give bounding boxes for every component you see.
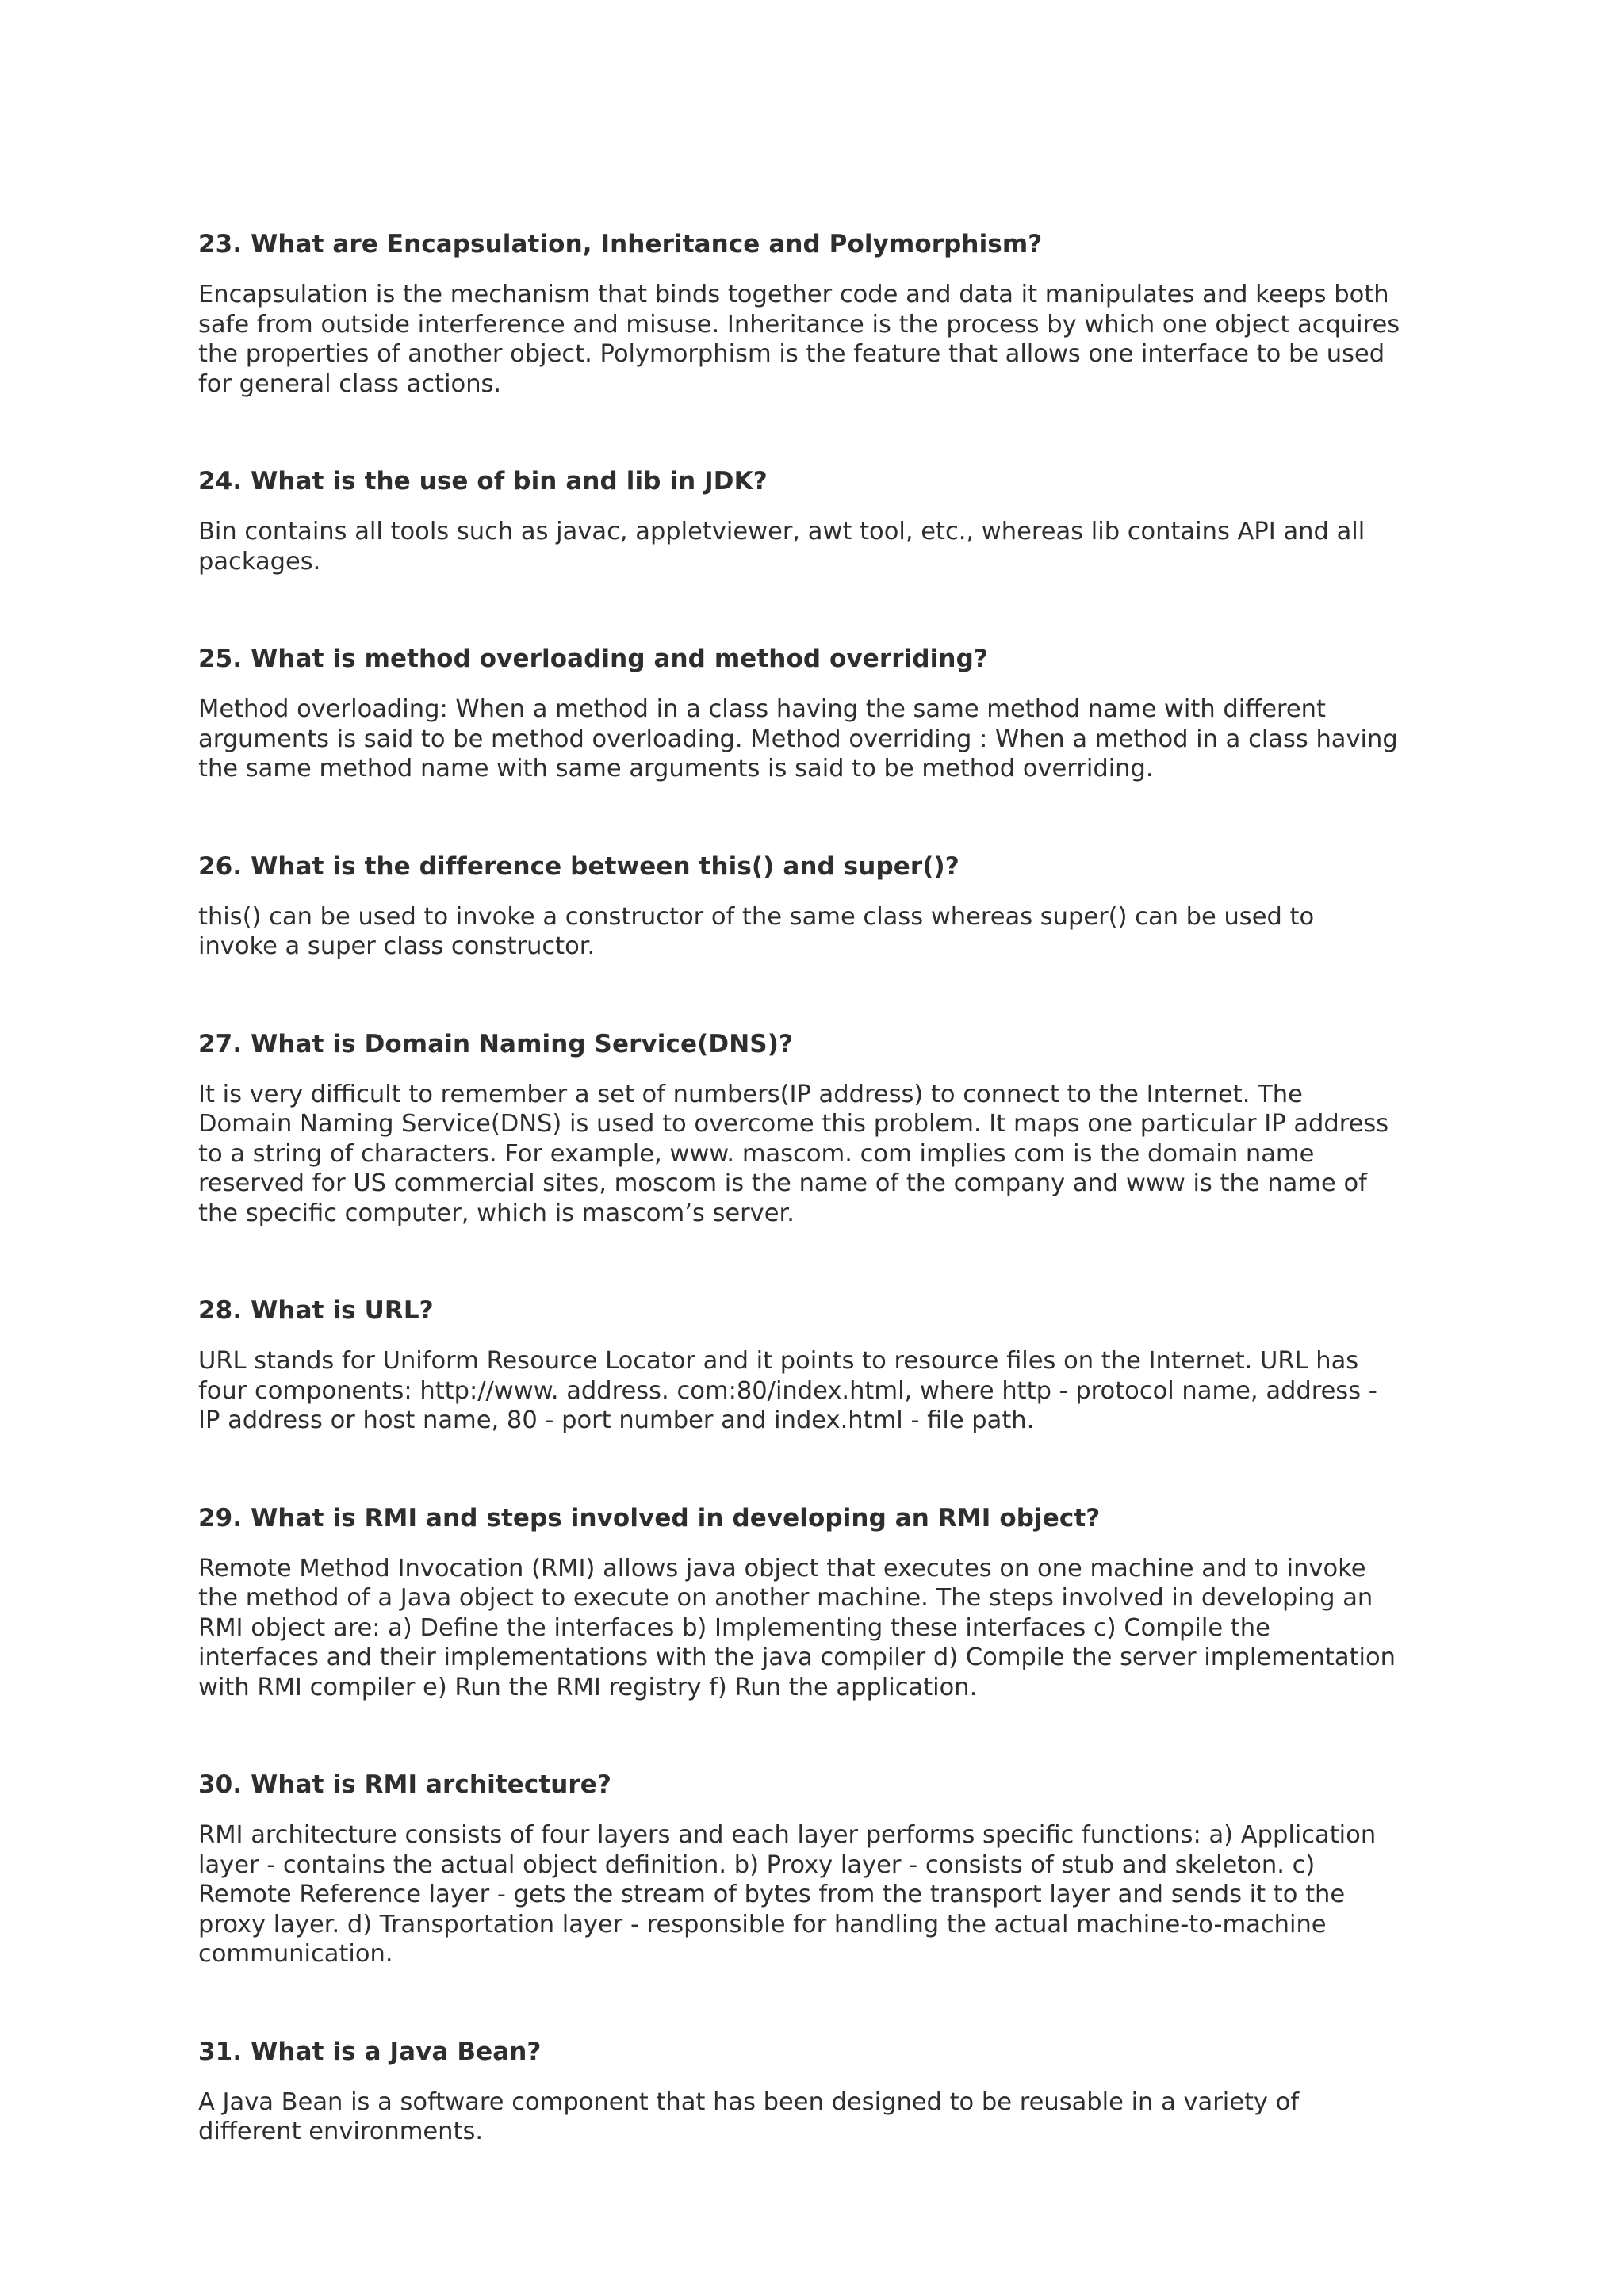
answer-text: RMI architecture consists of four layers and each layer performs specific functions: a) Application layer - contains the actual object definition. b) Proxy layer - consists of stub and skeleton. c) Remote Reference layer - gets the stream of bytes from the transport layer and sends it to the proxy layer. d) Transportation layer - responsible for handling the actual machine-to-machine communication. bbox=[198, 1821, 1377, 1968]
answer-text: this() can be used to invoke a constructor of the same class whereas super() can be used to invoke a super class constructor. bbox=[198, 902, 1315, 960]
answer-text: Encapsulation is the mechanism that binds together code and data it manipulates and keeps both safe from outside interference and misuse. Inheritance is the process by which one object acquires the properties of another object. Polymorphism is the feature that allows one interface to be used for general class actions. bbox=[198, 281, 1400, 398]
qa-item-27 bbox=[198, 1029, 1451, 1229]
question-heading: 31. What is a Java Bean? bbox=[198, 2037, 542, 2066]
document-page bbox=[198, 229, 1451, 2214]
question-heading: 23. What are Encapsulation, Inheritance and Polymorphism? bbox=[198, 230, 1043, 258]
question-heading: 24. What is the use of bin and lib in JDK? bbox=[198, 467, 768, 496]
question-heading: 28. What is URL? bbox=[198, 1296, 434, 1325]
question-heading: 25. What is method overloading and method overriding? bbox=[198, 645, 988, 673]
question-heading: 27. What is Domain Naming Service(DNS)? bbox=[198, 1029, 794, 1058]
qa-item-29 bbox=[198, 1503, 1451, 1703]
qa-item-25 bbox=[198, 644, 1451, 784]
qa-item-23 bbox=[198, 229, 1451, 399]
answer-text: URL stands for Uniform Resource Locator and it points to resource files on the Internet. URL has four components: http://www. address. com:80/index.html, where http - protocol name, address - IP address or host name, 80 - port number and index.html - file path. bbox=[198, 1347, 1377, 1434]
question-heading: 30. What is RMI architecture? bbox=[198, 1770, 611, 1799]
qa-item-26 bbox=[198, 851, 1451, 962]
qa-item-30 bbox=[198, 1770, 1451, 1969]
answer-text: Method overloading: When a method in a class having the same method name with different arguments is said to be method overloading. Method overriding : When a method in a class having the same method name with same arguments is said to be method overriding. bbox=[198, 695, 1398, 783]
qa-item-24 bbox=[198, 466, 1451, 576]
question-heading: 26. What is the difference between this() and super()? bbox=[198, 851, 959, 881]
answer-text: A Java Bean is a software component that has been designed to be reusable in a variety of different environments. bbox=[198, 2087, 1300, 2145]
answer-text: Bin contains all tools such as javac, appletviewer, awt tool, etc., whereas lib contains API and all packages. bbox=[198, 518, 1365, 576]
answer-text: It is very difficult to remember a set of numbers(IP address) to connect to the Internet. The Domain Naming Service(DNS) is used to overcome this problem. It maps one particular IP address to a string of characters. For example, www. mascom. com implies com is the domain name reserved for US commercial sites, moscom is the name of the company and www is the name of the specific computer, which is mascom’s server. bbox=[198, 1080, 1389, 1227]
answer-text: Remote Method Invocation (RMI) allows java object that executes on one machine and to invoke the method of a Java object to execute on another machine. The steps involved in developing an RMI object are: a) Define the interfaces b) Implementing these interfaces c) Compile the interfaces and their implementations with the java compiler d) Compile the server implementation with RMI compiler e) Run the RMI registry f) Run the application. bbox=[198, 1554, 1396, 1701]
qa-item-31 bbox=[198, 2037, 1451, 2147]
qa-item-28 bbox=[198, 1295, 1451, 1436]
question-heading: 29. What is RMI and steps involved in developing an RMI object? bbox=[198, 1503, 1101, 1533]
